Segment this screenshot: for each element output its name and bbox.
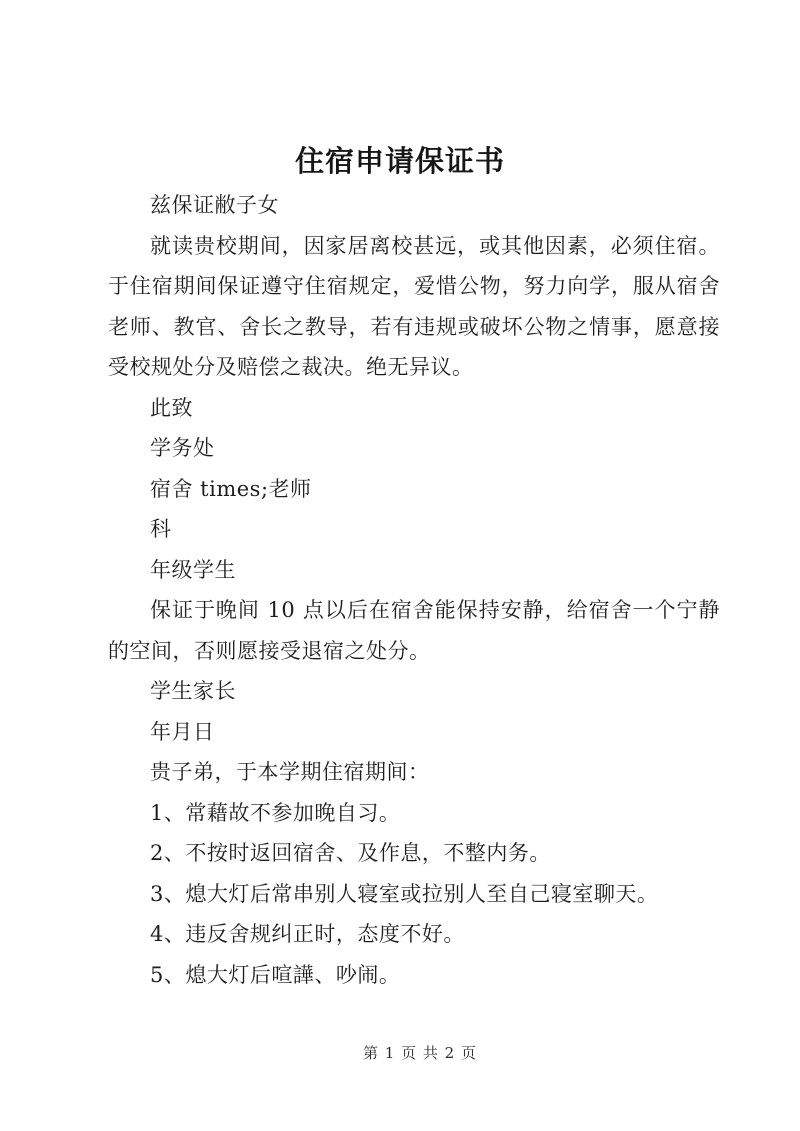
- list-item-3: 3、熄大灯后常串别人寝室或拉别人至自己寝室聊天。: [150, 881, 659, 906]
- paragraph-guarantee-intro: 兹保证敝子女: [150, 193, 279, 217]
- paragraph-parent-signature: 学生家长: [150, 679, 236, 703]
- paragraph-salutation: 此致: [150, 395, 193, 420]
- paragraph-department: 科: [150, 517, 172, 541]
- list-item-2: 2、不按时返回宿舍、及作息，不整内务。: [150, 841, 551, 865]
- paragraph-list-intro: 贵子弟，于本学期住宿期间：: [150, 760, 430, 784]
- list-item-1: 1、常藉故不参加晚自习。: [150, 800, 401, 825]
- document-body: [108, 185, 720, 995]
- paragraph-date: 年月日: [150, 719, 215, 744]
- list-item-5: 5、熄大灯后喧譁、吵闹。: [150, 962, 401, 987]
- paragraph-guarantee-main: 就读贵校期间，因家居离校甚远，或其他因素，必须住宿。于住宿期间保证遵守住宿规定，爱惜公物，努力向学，服从宿舍老师、教官、舍长之教导，若有违规或破坏公物之情事，愿意接受校规处分及赔偿之裁决。绝无异议。: [108, 233, 720, 379]
- list-item-4: 4、违反舍规纠正时，态度不好。: [150, 922, 465, 946]
- paragraph-quiet-pledge: 保证于晚间 10 点以后在宿舍能保持安静，给宿舍一个宁静的空间，否则愿接受退宿之处分。: [108, 598, 720, 663]
- page-number-footer: 第 1 页 共 2 页: [363, 1044, 477, 1062]
- document-title: 住宿申请保证书: [294, 144, 505, 178]
- paragraph-grade-student: 年级学生: [150, 557, 236, 582]
- paragraph-dorm-teacher: 宿舍 times;老师: [150, 476, 312, 501]
- paragraph-academic-affairs-office: 学务处: [150, 436, 215, 460]
